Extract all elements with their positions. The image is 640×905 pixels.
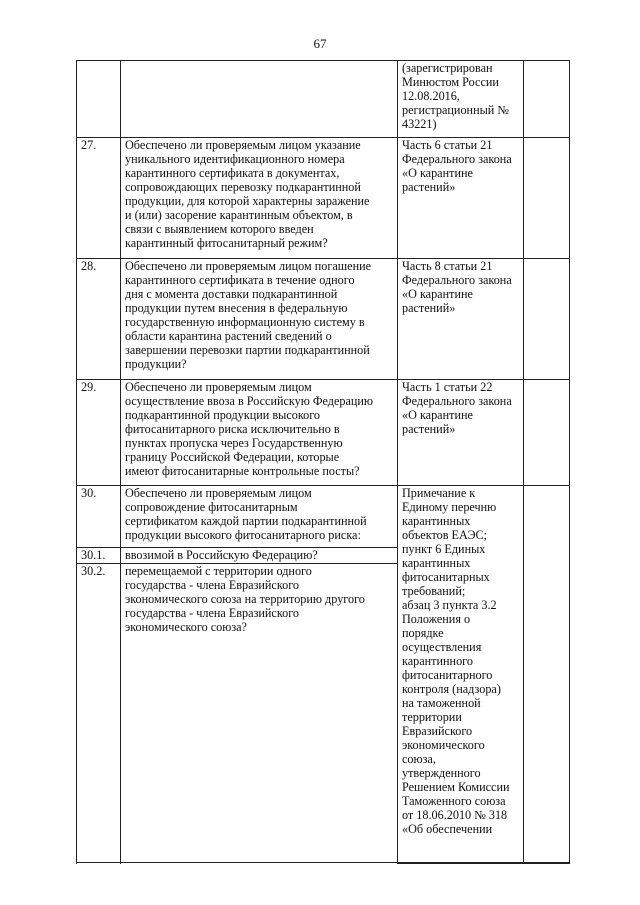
legal-reference-cell: (зарегистрирован Минюстом России 12.08.2016, регистрационный № 43221) xyxy=(398,61,524,138)
question-cell: Обеспечено ли проверяемым лицом сопровождение фитосанитарным сертификатом каждой партии подкарантинной продукции высокого фитосанитарного риска: xyxy=(121,486,398,548)
row-number: 29. xyxy=(77,380,121,486)
checklist-table xyxy=(76,60,570,864)
row-number: 28. xyxy=(77,259,121,380)
question-cell: Обеспечено ли проверяемым лицом погашение карантинного сертификата в течение одного дня с момента доставки подкарантинной продукции путем внесения в федеральную государственную информационную систему в области карантина растений сведений о завершении перевозки партии подкарантинной продукции? xyxy=(121,259,398,380)
table-row xyxy=(77,61,570,138)
answer-cell xyxy=(524,380,570,486)
question-cell xyxy=(121,61,398,138)
table-row xyxy=(77,138,570,259)
legal-reference-cell: Часть 1 статьи 22 Федерального закона «О карантине растений» xyxy=(398,380,524,486)
row-number: 30.2. xyxy=(77,564,121,864)
answer-cell xyxy=(524,259,570,380)
legal-reference-cell: Часть 8 статьи 21 Федерального закона «О карантине растений» xyxy=(398,259,524,380)
table-row xyxy=(77,486,570,548)
table-row xyxy=(77,259,570,380)
legal-reference-cell: Часть 6 статьи 21 Федерального закона «О карантине растений» xyxy=(398,138,524,259)
row-number: 30.1. xyxy=(77,548,121,564)
question-cell: Обеспечено ли проверяемым лицом указание уникального идентификационного номера карантинного сертификата в документах, сопровождающих перевозку подкарантинной продукции, для которой характерны заражение и (или) засорение карантинным объектом, в связи с выявлением которого введен карантинный фитосанитарный режим? xyxy=(121,138,398,259)
answer-cell xyxy=(524,486,570,864)
legal-reference-cell: Примечание к Единому перечню карантинных объектов ЕАЭС; пункт 6 Единых карантинных фитосанитарных требований; абзац 3 пункта 3.2 Положения о порядке осуществления карантинного фитосанитарного контроля (надзора) на таможенной территории Евразийского экономического союза, утвержденного Решением Комиссии Таможенного союза от 18.06.2010 № 318 «Об обеспечении xyxy=(398,486,524,864)
page-number: 67 xyxy=(313,36,327,51)
row-number xyxy=(77,61,121,138)
question-cell: ввозимой в Российскую Федерацию? xyxy=(121,548,398,564)
table-bottom-border xyxy=(76,862,569,863)
answer-cell xyxy=(524,61,570,138)
answer-cell xyxy=(524,138,570,259)
table-row xyxy=(77,380,570,486)
row-number: 30. xyxy=(77,486,121,548)
question-cell: перемещаемой с территории одного государства - члена Евразийского экономического союза на территорию другого государства - члена Евразийского экономического союза? xyxy=(121,564,398,864)
row-number: 27. xyxy=(77,138,121,259)
question-cell: Обеспечено ли проверяемым лицом осуществление ввоза в Российскую Федерацию подкарантинной продукции высокого фитосанитарного риска исключительно в пунктах пропуска через Государственную границу Российской Федерации, которые имеют фитосанитарные контрольные посты? xyxy=(121,380,398,486)
